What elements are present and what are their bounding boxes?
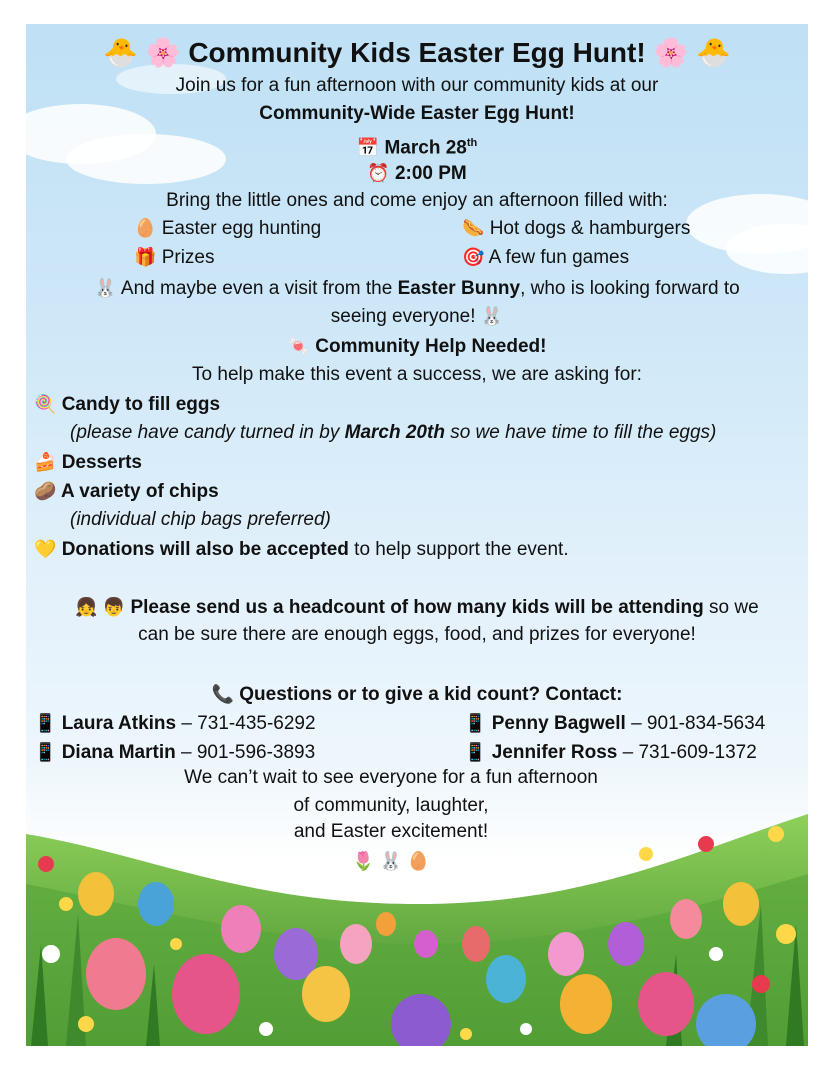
intro-line-1: Join us for a fun afternoon with our community kids at our (175, 75, 659, 96)
bunny-line-1 (26, 276, 808, 301)
headcount-line-2: can be sure there are enough eggs, food, and prizes for everyone! (138, 624, 696, 645)
alarm-clock-icon: ⏰ (367, 163, 390, 183)
contact-heading-text: Questions or to give a kid count? Contact: (239, 684, 623, 705)
closing-line-1: We can’t wait to see everyone for a fun afternoon (184, 767, 598, 788)
contact-name: Laura Atkins (61, 713, 177, 734)
activity-label: Prizes (161, 247, 215, 268)
bunny-line-2 (26, 304, 808, 329)
activity-item (462, 216, 690, 241)
potato-icon: 🥔 (34, 481, 57, 501)
chips-label: A variety of chips (61, 481, 219, 502)
closing-line-3: and Easter excitement! (293, 821, 489, 842)
bunny-post: , who is looking forward to (520, 278, 740, 299)
hot-dog-icon: 🌭 (462, 218, 485, 238)
contact-phone: – 901-596-3893 (175, 742, 316, 763)
intro-line-2: Community-Wide Easter Egg Hunt! (259, 103, 575, 124)
contact-name: Jennifer Ross (491, 742, 618, 763)
gift-icon: 🎁 (134, 247, 157, 267)
yellow-heart-icon: 💛 (34, 539, 57, 559)
mobile-phone-icon: 📱 (464, 742, 487, 762)
donations-item (34, 537, 569, 562)
candy-deadline: March 20th (344, 422, 445, 443)
closing-line-2: of community, laughter, (293, 795, 489, 816)
activities-intro: Bring the little ones and come enjoy an afternoon filled with: (166, 190, 668, 211)
bunny-icon: 🐰 (480, 306, 504, 326)
target-icon: 🎯 (462, 247, 485, 267)
contact-name: Diana Martin (61, 742, 176, 763)
help-heading (26, 334, 808, 359)
donations-bold: Donations will also be accepted (61, 539, 349, 560)
candy-note-pre: (please have candy turned in by (70, 422, 345, 443)
bunny-line-2-text: seeing everyone! (330, 306, 476, 327)
contact-jennifer-ross (464, 740, 757, 765)
activity-label: Hot dogs & hamburgers (489, 218, 691, 239)
chips-note: (individual chip bags preferred) (70, 509, 331, 530)
tulip-bunny-egg-icons: 🌷 🐰 🥚 (352, 851, 430, 871)
activity-label: Easter egg hunting (161, 218, 322, 239)
contact-phone: – 901-834-5634 (625, 713, 766, 734)
page-title (26, 36, 808, 70)
contact-heading (26, 682, 808, 707)
event-date (26, 131, 808, 160)
mobile-phone-icon: 📱 (34, 742, 57, 762)
donations-post: to help support the event. (348, 539, 569, 560)
bunny-pre: And maybe even a visit from the (120, 278, 398, 299)
desserts-label: Desserts (61, 452, 142, 473)
candy-icon: 🍬 (287, 336, 310, 356)
title-text: Community Kids Easter Egg Hunt! (188, 37, 646, 68)
headcount-bold: Please send us a headcount of how many kids will be attending (130, 597, 704, 618)
chips-item (34, 479, 219, 504)
event-time (26, 161, 808, 186)
help-heading-text: Community Help Needed! (315, 336, 547, 357)
contact-diana-martin (34, 740, 315, 765)
contact-laura-atkins (34, 711, 316, 736)
date-suffix: th (466, 137, 478, 149)
activity-label: A few fun games (488, 247, 630, 268)
help-intro: To help make this event a success, we are asking for: (192, 364, 642, 385)
mobile-phone-icon: 📱 (464, 713, 487, 733)
date-text: March 28 (384, 137, 467, 159)
contact-phone: – 731-435-6292 (176, 713, 316, 734)
egg-icon: 🥚 (134, 218, 157, 238)
activity-item (462, 245, 629, 270)
bunny-icon: 🐰 (94, 278, 117, 298)
lollipop-icon: 🍭 (34, 394, 57, 414)
easter-bunny-text: Easter Bunny (397, 278, 521, 299)
activity-item (134, 245, 215, 270)
contact-phone: – 731-609-1372 (617, 742, 757, 763)
calendar-icon: 📅 (356, 137, 380, 158)
kids-icon: 👧 👦 (75, 597, 126, 617)
desserts-item (34, 450, 142, 475)
chick-flower-emoji-right: 🌸 🐣 (653, 37, 731, 68)
activity-item (134, 216, 321, 241)
candy-item (34, 392, 220, 417)
cake-icon: 🍰 (34, 452, 57, 472)
candy-note-post: so we have time to fill the eggs) (444, 422, 717, 443)
chick-flower-emoji-left: 🐣 🌸 (103, 37, 181, 68)
phone-icon: 📞 (211, 684, 234, 704)
candy-note (70, 421, 716, 445)
candy-label: Candy to fill eggs (61, 394, 221, 415)
contact-name: Penny Bagwell (491, 713, 626, 734)
time-text: 2:00 PM (394, 163, 467, 184)
headcount-post: so we (703, 597, 759, 618)
mobile-phone-icon: 📱 (34, 713, 57, 733)
contact-penny-bagwell (464, 711, 765, 736)
headcount-line-1 (26, 595, 808, 620)
